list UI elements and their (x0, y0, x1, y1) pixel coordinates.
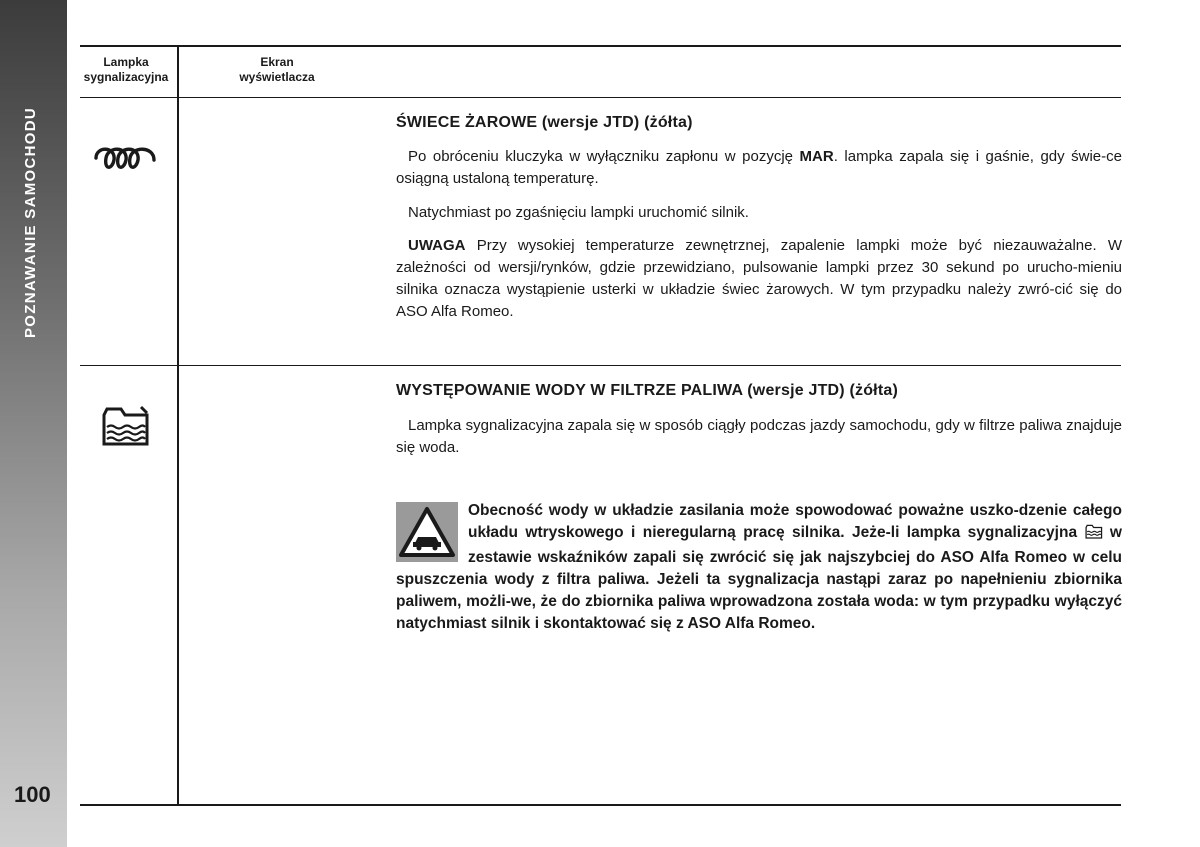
column-header-lamp-line2: sygnalizacyjna (83, 70, 169, 84)
column-header-lamp (72, 55, 180, 85)
water-in-fuel-filter-icon (101, 405, 151, 452)
paragraph-text: . lampka zapala się i gaśnie, gdy świe-ce osiągną ustaloną temperaturę. (396, 148, 1122, 187)
column-header-lamp-line1: Lampka (103, 55, 149, 69)
warning-triangle-car-icon (396, 502, 458, 562)
paragraph-glow-plugs-note (396, 235, 1122, 323)
table-top-line (80, 45, 1121, 47)
column-divider (177, 45, 179, 805)
paragraph-text: Po obróceniu kluczyka w wyłączniku zapłonu w pozycję (408, 148, 800, 165)
warning-text: Obecność wody w układzie zasilania może spowodować poważne uszko-dzenie całego układu wtryskowego i nieregularną pracę silnika. Jeże-li lampka sygnalizacyjna (468, 502, 1122, 541)
table-header-line (80, 97, 1121, 98)
sidebar-title-wrap (22, 106, 42, 638)
warning-block (396, 500, 1122, 635)
paragraph-glow-plugs-2: Natychmiast po zgaśnięciu lampki uruchomić silnik. (408, 204, 749, 221)
column-header-display-line1: Ekran (260, 55, 294, 69)
table-bottom-line (80, 804, 1121, 806)
paragraph-text: Przy wysokiej temperaturze zewnętrznej, zapalenie lampki może być niezauważalne. W zależności od wersji/rynków, gdzie przewidziano, pulsowanie lampki przez 30 sekund po urucho-mieniu silnika oznacza wystąpienie usterki w układzie świec żarowych. W tym przypadku należy zwró-cić się do ASO Alfa Romeo. (396, 237, 1122, 320)
column-header-display-line2: wyświetlacza (239, 70, 315, 84)
sidebar (0, 0, 67, 847)
column-header-display (222, 55, 332, 85)
note-label: UWAGA (408, 237, 466, 254)
mar-position-label: MAR (799, 148, 834, 165)
glow-plug-icon (94, 140, 158, 181)
page-number: 100 (14, 782, 51, 807)
sidebar-title: POZNAWANIE SAMOCHODU (22, 106, 39, 338)
row-divider (80, 365, 1121, 366)
section-title-glow-plugs: ŚWIECE ŻAROWE (wersje JTD) (żółta) (396, 114, 693, 131)
paragraph-water-in-fuel: Lampka sygnalizacyjna zapala się w sposób ciągły podczas jazdy samochodu, gdy w filtrze paliwa znajduje się woda. (396, 417, 1122, 456)
paragraph-glow-plugs-1 (396, 146, 1122, 190)
water-in-fuel-filter-inline-icon (1085, 523, 1103, 547)
section-title-water-in-fuel: WYSTĘPOWANIE WODY W FILTRZE PALIWA (wersje JTD) (żółta) (396, 382, 898, 399)
warning-text: w zestawie wskaźników zapali się zwrócić się jak najszybciej do ASO Alfa Romeo w celu spuszczenia wody z filtra paliwa. Jeżeli ta sygnalizacja nastąpi zaraz po napełnieniu zbiornika paliwem, możli-we, że do zbiornika paliwa wprowadzona została woda: w tym przypadku wyłączyć natychmiast silnik i skontaktować się z ASO Alfa Romeo. (396, 524, 1122, 632)
